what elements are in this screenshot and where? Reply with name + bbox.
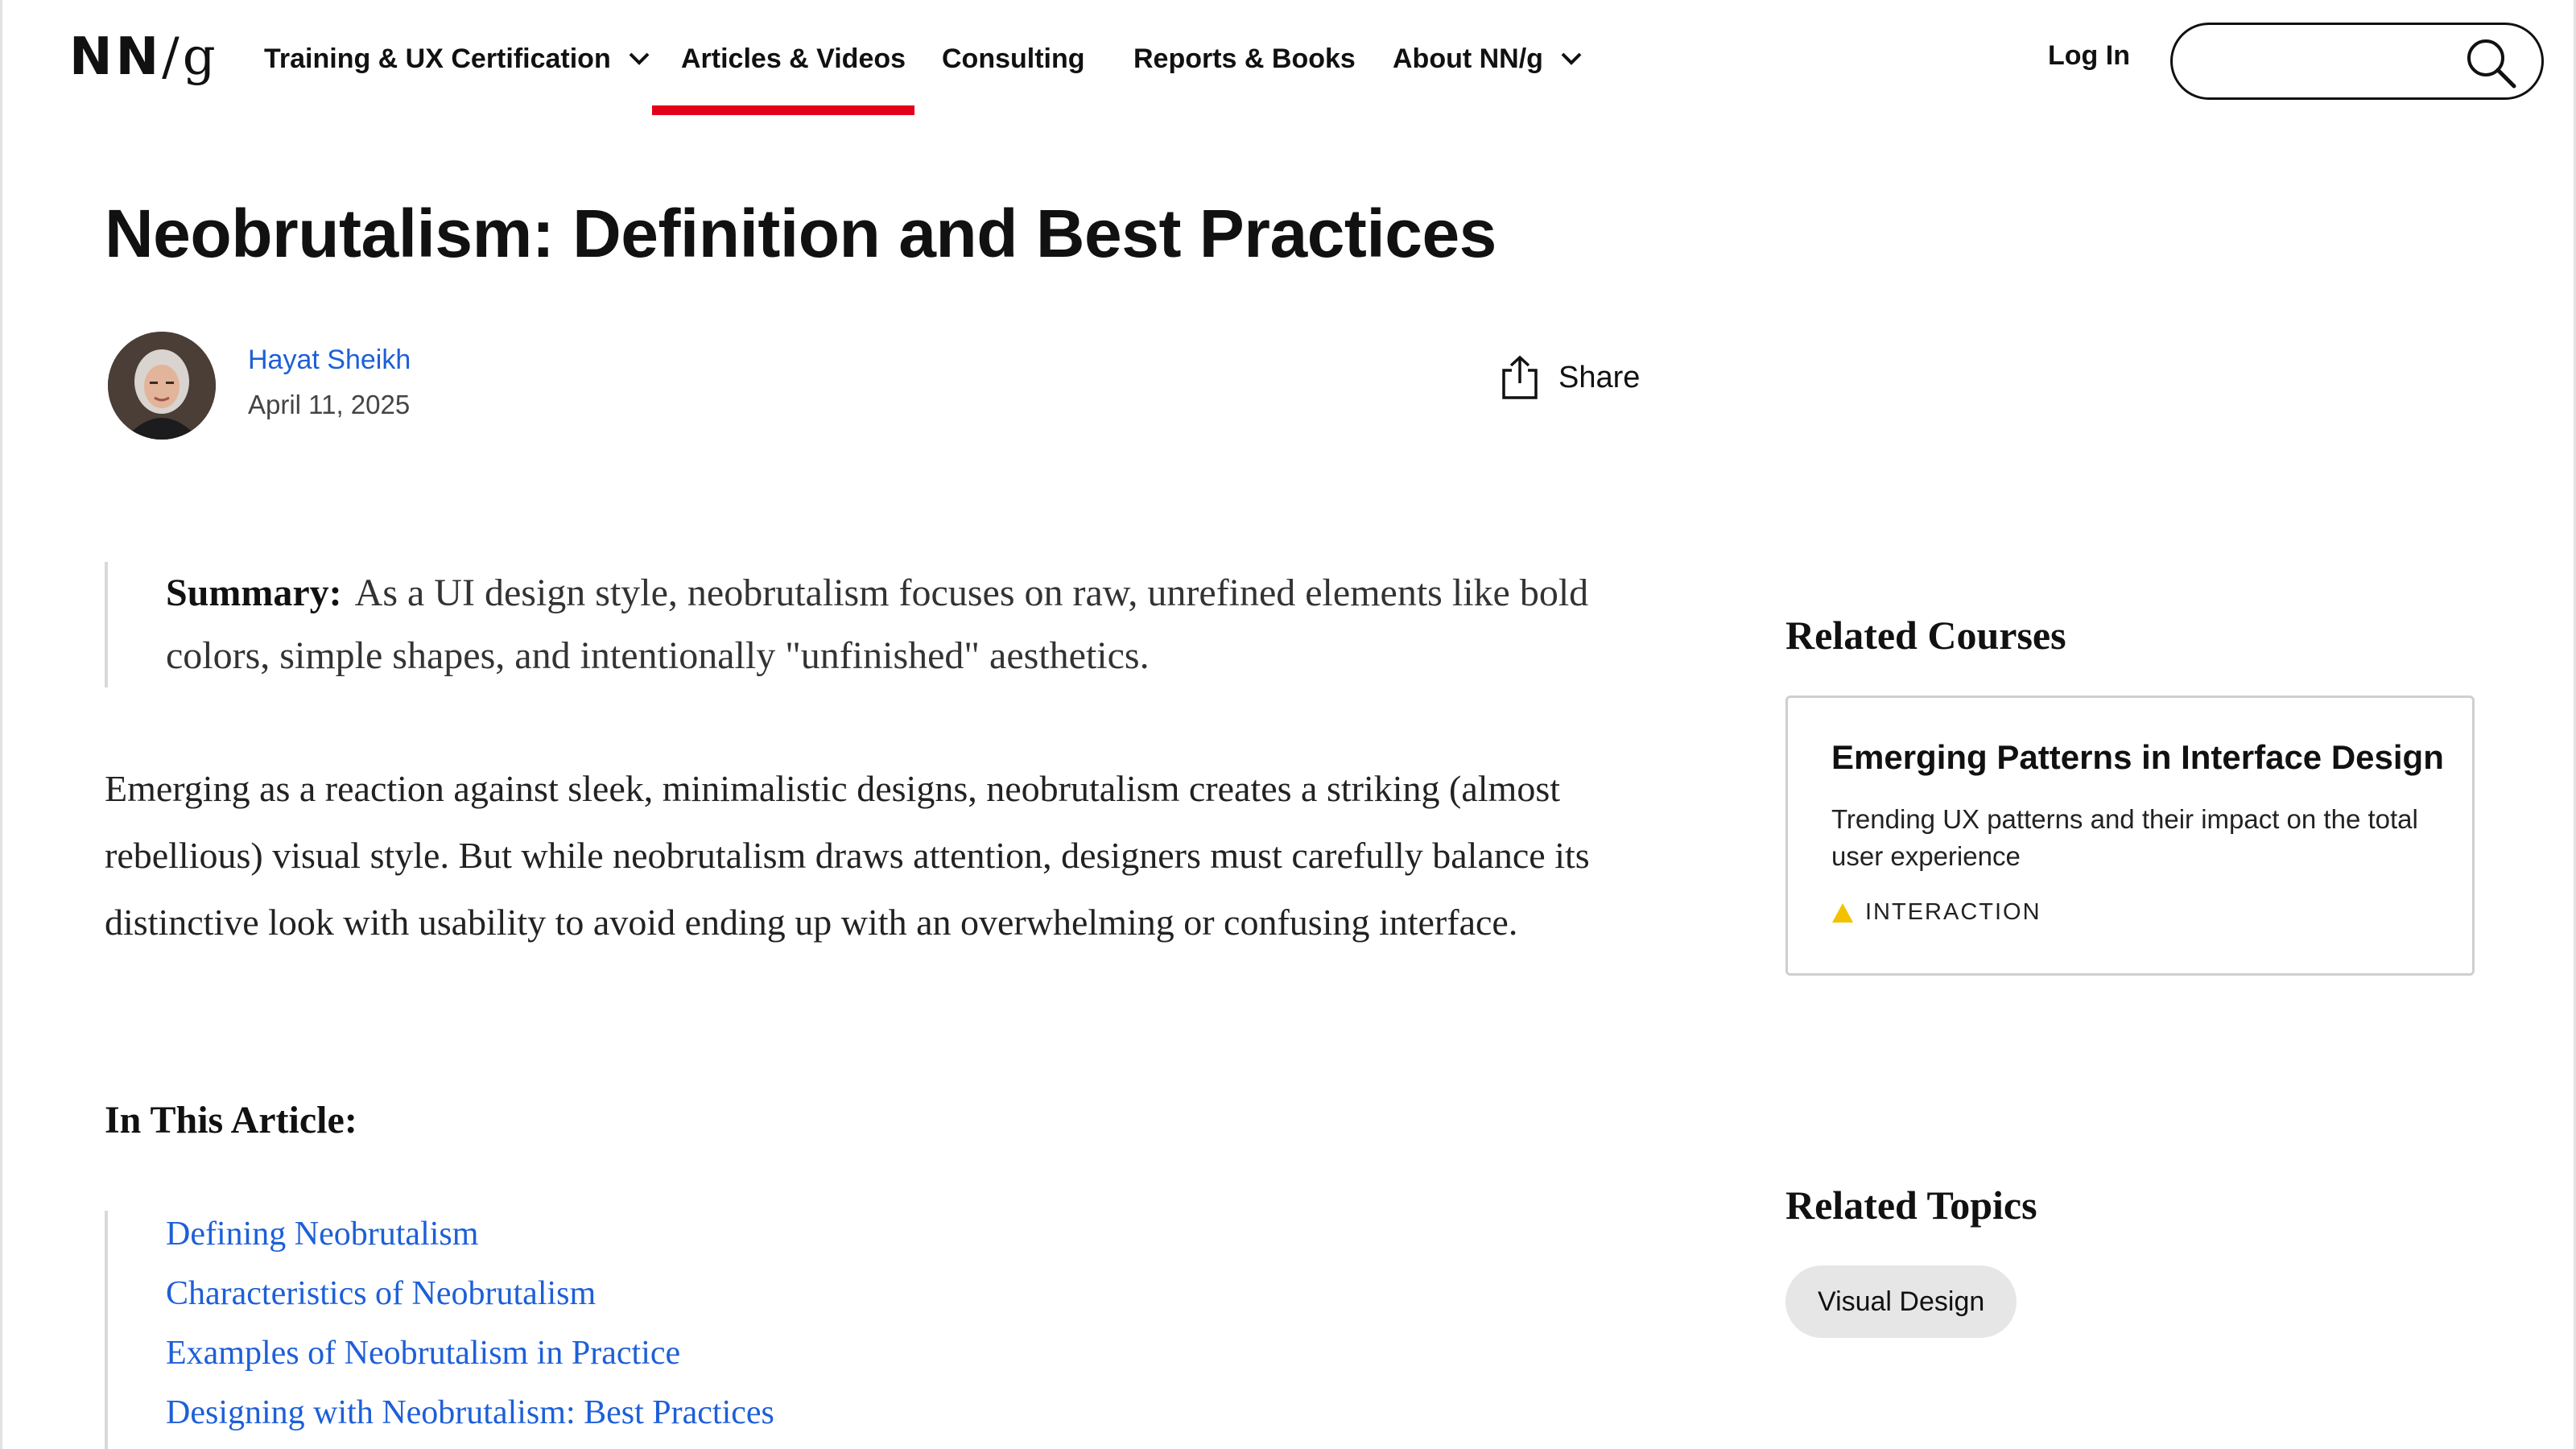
publish-date: April 11, 2025 (248, 390, 411, 419)
toc-heading: In This Article: (105, 1099, 357, 1141)
nav-reports-books[interactable] (1133, 39, 1356, 79)
related-courses-heading: Related Courses (1785, 613, 2066, 658)
chevron-down-icon (629, 48, 650, 69)
author-avatar[interactable] (108, 332, 216, 440)
search-box[interactable] (2170, 23, 2544, 100)
nav-label: About NN/g (1393, 43, 1543, 74)
share-label: Share (1558, 360, 1641, 394)
window-edge-left (0, 0, 2, 1449)
intro-paragraph: Emerging as a reaction against sleek, minimalistic designs, neobrutalism creates a striking (almost rebellious) visual style. But while neobrutalism draws attention, designers must carefully balance its distinctive look with usability to avoid ending up with an overwhelming or confusing interface. (105, 768, 1590, 943)
article-summary (105, 562, 1650, 687)
logo-nn: NN (69, 27, 163, 87)
course-title[interactable]: Emerging Patterns in Interface Design (1831, 738, 2444, 776)
table-of-contents (105, 1211, 1071, 1449)
login-link[interactable]: Log In (2048, 40, 2130, 71)
nav-label: Consulting (942, 43, 1085, 74)
logo-slash: / (162, 27, 183, 87)
course-card[interactable] (1785, 696, 2475, 976)
search-icon[interactable] (2464, 36, 2517, 89)
active-nav-indicator (652, 105, 914, 115)
nav-label: Reports & Books (1133, 43, 1356, 74)
share-button[interactable] (1499, 354, 1640, 401)
search-input[interactable] (2202, 29, 2491, 93)
toc-link-examples[interactable]: Examples of Neobrutalism in Practice (166, 1335, 681, 1372)
nav-about-nng[interactable] (1393, 39, 1582, 79)
summary-text: As a UI design style, neobrutalism focuses on raw, unrefined elements like bold colors, simple shapes, and intentionally "unfinished" aesthetics. (166, 572, 1589, 677)
toc-link-characteristics[interactable]: Characteristics of Neobrutalism (166, 1275, 597, 1312)
share-icon (1499, 354, 1541, 401)
course-tag-label: INTERACTION (1865, 899, 2041, 925)
related-topics-heading: Related Topics (1785, 1183, 2037, 1228)
author-link[interactable]: Hayat Sheikh (248, 345, 411, 375)
chevron-down-icon (1561, 48, 1582, 69)
nav-label: Training & UX Certification (264, 43, 611, 74)
logo-g: g (182, 27, 219, 87)
summary-label: Summary: (166, 572, 342, 614)
warning-triangle-icon (1831, 902, 1854, 923)
page-title: Neobrutalism: Definition and Best Practices (105, 196, 1496, 271)
course-description: Trending UX patterns and their impact on the total user experience (1831, 804, 2418, 871)
nav-consulting[interactable] (942, 39, 1085, 79)
nav-label: Articles & Videos (681, 43, 906, 74)
topic-chip-visual-design[interactable]: Visual Design (1785, 1265, 2017, 1338)
toc-link-best-practices[interactable]: Designing with Neobrutalism: Best Practices (166, 1394, 774, 1431)
nav-training-ux-certification[interactable] (264, 39, 650, 79)
toc-link-defining-neobrutalism[interactable]: Defining Neobrutalism (166, 1216, 479, 1253)
course-category (1831, 899, 2429, 926)
nng-logo[interactable] (69, 27, 219, 87)
nav-articles-videos[interactable] (681, 39, 906, 79)
